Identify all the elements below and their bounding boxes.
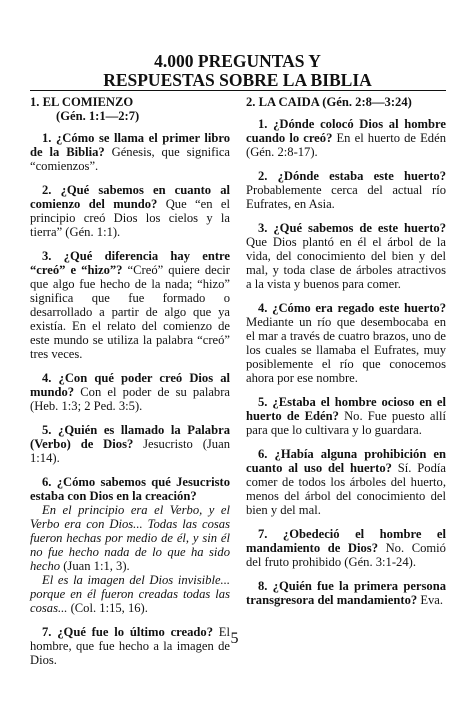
question-text: 3. ¿Qué sabemos de este huerto?: [258, 221, 446, 235]
scripture-quote-1: [30, 503, 230, 573]
title-line-2: RESPUESTAS SOBRE LA BIBLIA: [103, 70, 372, 90]
section-title: 1. EL COMIENZO: [30, 95, 134, 109]
question-1-5: [30, 423, 230, 465]
section-reference: (Gén. 1:1—2:7): [56, 109, 140, 123]
question-2-1: [246, 117, 446, 159]
question-1-6: [30, 475, 230, 615]
answer-text: Eva.: [417, 593, 444, 607]
scripture-quote-2: [30, 573, 230, 615]
answer-text: Que “en el principio creó Dios los cielos y la tierra” (Gén. 1:1).: [30, 197, 230, 239]
section-heading-1: [30, 95, 230, 123]
question-2-8: [246, 579, 446, 607]
answer-text: “Creó” quiere decir que algo fue hecho de la nada; “hizo” significa que fue formado o desarrollado a partir de algo que ya existía. En el relato del comienzo de este mundo se utiliza la palabra “creó” tres veces.: [30, 263, 230, 361]
question-text: 1. ¿Cómo se llama el primer libro de la Biblia?: [30, 131, 230, 159]
question-text: 4. ¿Con qué poder creó Dios al mundo?: [30, 371, 230, 399]
question-text: 6. ¿Cómo sabemos qué Jesucristo estaba con Dios en la creación?: [30, 475, 230, 503]
question-2-3: [246, 221, 446, 291]
section-heading-2: [246, 95, 446, 109]
answer-text: Probablemente cerca del actual río Eufrates, en Asia.: [246, 183, 446, 211]
question-text: 6. ¿Había alguna prohibición en cuanto al uso del huerto?: [246, 447, 446, 475]
answer-text: No. Comió del fruto prohibido (Gén. 3:1-24).: [246, 541, 446, 569]
question-2-4: [246, 301, 446, 385]
question-text: 5. ¿Quién es llamado la Palabra (Verbo) de Dios?: [30, 423, 230, 451]
answer-text: El hombre, que fue hecho a la imagen de Dios.: [30, 625, 230, 667]
answer-text: No. Fue puesto allí para que lo cultivara y lo guardara.: [246, 409, 446, 437]
answer-text: Con el poder de su palabra (Heb. 1:3; 2 Ped. 3:5).: [30, 385, 230, 413]
answer-text: Sí. Podía comer de todos los árboles del huerto, menos del árbol del conocimiento del bien y del mal.: [246, 461, 446, 517]
question-2-2: [246, 169, 446, 211]
page-title: [30, 52, 445, 90]
left-column: [30, 95, 230, 677]
question-2-7: [246, 527, 446, 569]
title-line-1: 4.000 PREGUNTAS Y: [154, 51, 321, 71]
question-text: 3. ¿Qué diferencia hay entre “creó” e “hizo”?: [30, 249, 230, 277]
right-column: [246, 95, 446, 617]
answer-text: Que Dios plantó en él el árbol de la vida, del conocimiento del bien y del mal, y toda clase de árboles atractivos a la vista y buenos para comer.: [246, 235, 446, 291]
question-text: 5. ¿Estaba el hombre ocioso en el huerto de Edén?: [246, 395, 446, 423]
question-text: 7. ¿Obedeció el hombre el mandamiento de Dios?: [246, 527, 446, 555]
question-text: 4. ¿Cómo era regado este huerto?: [258, 301, 446, 315]
question-1-2: [30, 183, 230, 239]
answer-text: Génesis, que significa “comienzos”.: [30, 145, 230, 173]
answer-text: Mediante un río que desembocaba en el mar a través de cuatro brazos, uno de los cuales se llamaba el Eufrates, muy posiblemente el río que conocemos ahora por ese nombre.: [246, 315, 446, 385]
question-text: 7. ¿Qué fue lo último creado?: [42, 625, 214, 639]
quote-text: El es la imagen del Dios invisible... porque en él fueron creadas todas las cosas...: [30, 573, 230, 615]
question-1-3: [30, 249, 230, 361]
question-text: 1. ¿Dónde colocó Dios al hombre cuando lo creó?: [246, 117, 446, 145]
question-1-4: [30, 371, 230, 413]
section-title: 2. LA CAIDA (Gén. 2:8—3:24): [246, 95, 412, 109]
question-2-5: [246, 395, 446, 437]
question-text: 2. ¿Qué sabemos en cuanto al comienzo del mundo?: [30, 183, 230, 211]
quote-text: En el principio era el Verbo, y el Verbo era con Dios... Todas las cosas fueron hechas por medio de él, y sin él no fue hecho nada de lo que ha sido hecho: [30, 503, 230, 573]
quote-reference: (Col. 1:15, 16).: [67, 601, 148, 615]
question-text-block: [30, 475, 230, 503]
answer-text: Jesucristo (Juan 1:14).: [30, 437, 230, 465]
title-divider: [30, 90, 446, 91]
question-text: 2. ¿Dónde estaba este huerto?: [258, 169, 446, 183]
quote-reference: (Juan 1:1, 3).: [60, 559, 130, 573]
question-1-1: [30, 131, 230, 173]
question-2-6: [246, 447, 446, 517]
page-number: 5: [230, 630, 239, 647]
answer-text: En el huerto de Edén (Gén. 2:8-17).: [246, 131, 446, 159]
question-text: 8. ¿Quién fue la primera persona transgresora del mandamiento?: [246, 579, 446, 607]
